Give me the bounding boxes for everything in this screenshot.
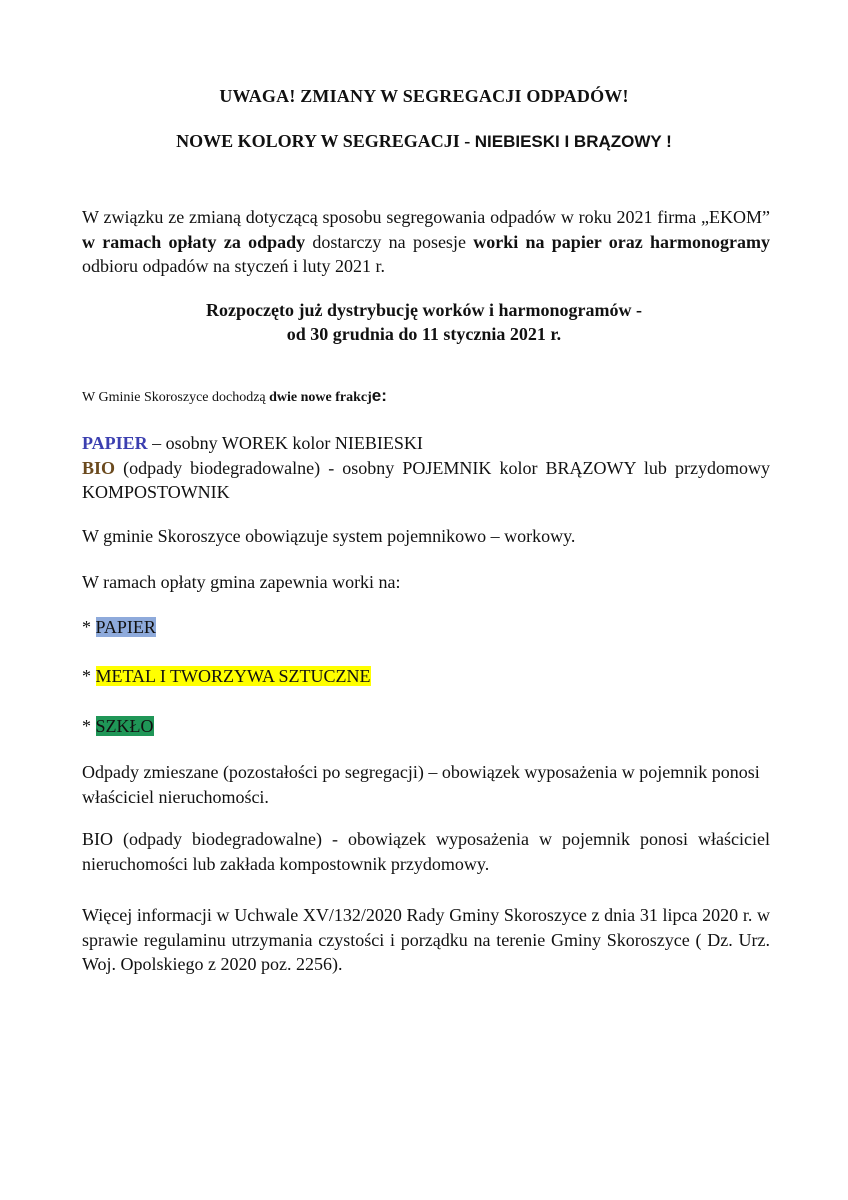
subtitle-colors: NIEBIESKI I BRĄZOWY ! xyxy=(474,132,672,151)
more-info-paragraph: Więcej informacji w Uchwale XV/132/2020 Rady Gminy Skoroszyce z dnia 31 lipca 2020 r. w sprawie regulaminu utrzymania czystości i porządku na terenie Gminy Skoroszyce ( Dz. Urz. Woj. Opolskiego z 2020 poz. 2256). xyxy=(82,905,770,974)
distribution-notice xyxy=(0,298,848,346)
fraction-bio xyxy=(82,456,770,505)
new-fractions-bold: dwie nowe frakcj xyxy=(269,390,372,405)
intro-bold-1: w ramach opłaty za odpady xyxy=(82,231,306,252)
papier-text: – osobny WOREK kolor NIEBIESKI xyxy=(147,433,423,453)
bullet: * xyxy=(82,617,96,637)
mixed-waste-paragraph: Odpady zmieszane (pozostałości po segregacji) – obowiązek wyposażenia w pojemnik ponosi właściciel nieruchomości. xyxy=(82,762,760,807)
intro-text-3: odbioru odpadów na styczeń i luty 2021 r. xyxy=(82,256,385,276)
bag-label-metal: METAL I TWORZYWA SZTUCZNE xyxy=(95,666,371,686)
new-fractions-heading xyxy=(82,386,387,406)
bio-label: BIO xyxy=(82,457,116,478)
papier-label: PAPIER xyxy=(82,433,148,453)
bullet: * xyxy=(82,716,96,736)
intro-text-2: dostarczy na posesje xyxy=(305,231,474,252)
bio-paragraph: BIO (odpady biodegradowalne) - obowiązek wyposażenia w pojemnik ponosi właściciel nieruchomości lub zakłada kompostownik przydomowy. xyxy=(82,829,770,874)
system-paragraph: W gminie Skoroszyce obowiązuje system pojemnikowo – workowy. xyxy=(82,526,576,546)
bag-item xyxy=(82,716,154,737)
bag-item xyxy=(82,617,156,638)
bags-intro: W ramach opłaty gmina zapewnia worki na: xyxy=(82,572,401,592)
page-subtitle xyxy=(0,131,848,152)
fraction-papier xyxy=(82,431,770,456)
bio-text: (odpady biodegradowalne) - osobny POJEMNIK kolor BRĄZOWY lub przydomowy KOMPOSTOWNIK xyxy=(82,457,770,502)
new-fractions-end: e: xyxy=(371,386,387,405)
bullet: * xyxy=(82,666,96,686)
page-title: UWAGA! ZMIANY W SEGREGACJI ODPADÓW! xyxy=(219,86,629,106)
distribution-line-1: Rozpoczęto już dystrybucję worków i harmonogramów - xyxy=(206,300,642,320)
bag-item xyxy=(82,666,371,687)
fractions-list xyxy=(82,431,770,505)
new-fractions-text: W Gminie Skoroszyce dochodzą xyxy=(82,390,270,405)
distribution-line-2: od 30 grudnia do 11 stycznia 2021 r. xyxy=(286,324,562,344)
intro-text-1: W związku ze zmianą dotyczącą sposobu segregowania odpadów w roku 2021 firma „EKOM” xyxy=(82,207,770,227)
bag-label-papier: PAPIER xyxy=(95,617,156,637)
subtitle-serif: NOWE KOLORY W SEGREGACJI - xyxy=(176,131,475,151)
intro-bold-2: worki na papier oraz harmonogramy xyxy=(473,231,770,252)
intro-paragraph xyxy=(82,205,770,279)
bag-label-szklo: SZKŁO xyxy=(95,716,154,736)
